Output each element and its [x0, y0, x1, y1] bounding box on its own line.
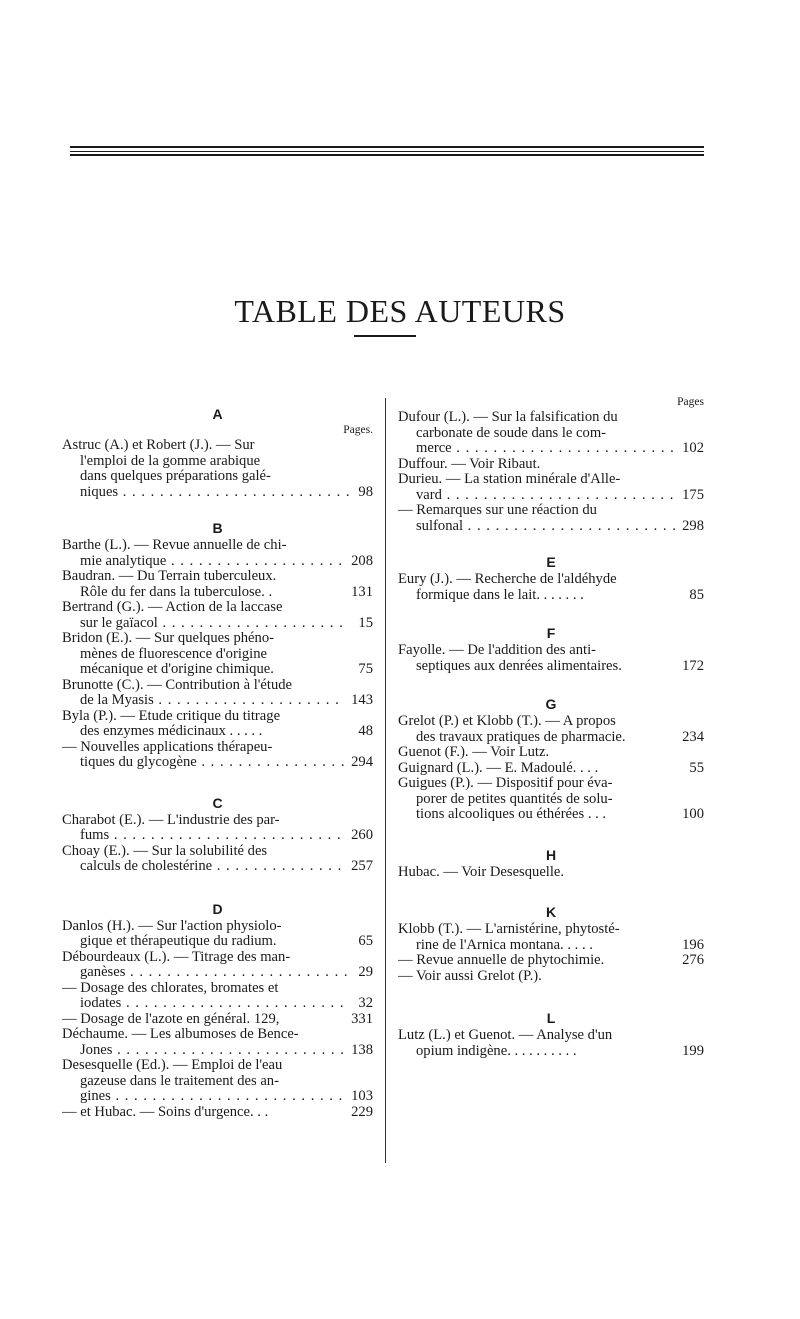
index-section — [398, 845, 704, 881]
page-number: 294 — [351, 754, 373, 770]
section-letter: B — [212, 520, 223, 536]
entry-line — [62, 569, 373, 585]
page-number — [680, 503, 704, 519]
entry-line — [62, 709, 373, 725]
page-number: 196 — [682, 936, 704, 953]
entry-line — [62, 600, 373, 616]
index-entry — [62, 1105, 373, 1121]
right-column — [398, 396, 704, 1059]
page-number: 172 — [682, 657, 704, 674]
page-number: 276 — [682, 952, 704, 968]
entry-text: opium indigène. . . . . . . . . . — [416, 1043, 577, 1059]
page-number — [349, 647, 373, 663]
page-number — [349, 1027, 373, 1043]
index-entry — [62, 950, 373, 981]
entry-text: formique dans le lait. . . . . . . — [416, 587, 584, 603]
entry-text: Bridon (E.). — Sur quelques phéno- — [62, 631, 274, 646]
page-number: 98 — [358, 483, 373, 500]
entry-line — [62, 631, 373, 647]
page-number — [349, 844, 373, 860]
page-number — [680, 457, 704, 473]
index-entry — [62, 631, 373, 678]
index-entry — [62, 1027, 373, 1058]
entry-text: Guigues (P.). — Dispositif pour éva- — [398, 776, 613, 791]
page-number: 65 — [358, 933, 373, 949]
page-number: 234 — [682, 728, 704, 745]
entry-text: Fayolle. — De l'addition des anti- — [398, 643, 596, 658]
page-number — [349, 469, 373, 485]
entry-line — [62, 813, 373, 829]
page-number: 229 — [351, 1103, 373, 1120]
index-entry — [62, 1012, 373, 1028]
index-entry — [398, 922, 704, 953]
index-entry — [398, 865, 704, 881]
entry-text: Jones . . . — [80, 1043, 345, 1059]
entry-text: Klobb (T.). — L'arnistérine, phytosté- — [398, 922, 620, 937]
entry-line — [62, 538, 373, 554]
page-number: 48 — [358, 723, 373, 739]
page-number — [349, 569, 373, 585]
page-number — [349, 1074, 373, 1090]
page-number — [349, 919, 373, 935]
entry-line — [398, 472, 704, 488]
entry-line — [398, 1028, 704, 1044]
entry-text: Eury (J.). — Recherche de l'aldéhyde — [398, 572, 617, 587]
entry-text: mènes de fluorescence d'origine — [80, 646, 267, 662]
page-number — [680, 472, 704, 488]
page-number — [680, 776, 704, 792]
entry-line — [62, 1058, 373, 1074]
entry-line — [62, 662, 373, 678]
entry-line — [398, 441, 704, 457]
page-number: 131 — [351, 583, 373, 600]
page-number: 331 — [351, 1010, 373, 1027]
page-number — [349, 813, 373, 829]
entry-text: sulfonal . . . — [416, 519, 676, 535]
entry-line — [62, 554, 373, 570]
entry-line — [62, 1074, 373, 1090]
page-number — [349, 678, 373, 694]
page-number — [349, 981, 373, 997]
entry-line — [62, 996, 373, 1012]
page-number: 29 — [358, 964, 373, 980]
entry-line — [62, 844, 373, 860]
entry-text: gique et thérapeutique du radium. — [80, 934, 277, 949]
entry-line — [398, 938, 704, 954]
page-number — [680, 426, 704, 442]
entry-line — [398, 659, 704, 675]
entry-line — [62, 469, 373, 485]
index-entry — [62, 981, 373, 1012]
index-entry — [398, 953, 704, 969]
entry-text: des travaux pratiques de pharmacie. — [416, 729, 626, 745]
entry-text: Bertrand (G.). — Action de la laccase — [62, 600, 283, 615]
entry-text: Barthe (L.). — Revue annuelle de chi- — [62, 538, 287, 553]
column-divider — [385, 398, 386, 1163]
entry-text: Grelot (P.) et Klobb (T.). — A propos — [398, 714, 616, 729]
entry-line — [62, 965, 373, 981]
entry-text: — Dosage de l'azote en général. 129, — [62, 1011, 280, 1027]
page-number: 175 — [682, 486, 704, 503]
entry-line — [62, 828, 373, 844]
entry-line — [62, 1012, 373, 1028]
page-number: 75 — [358, 661, 373, 677]
section-letter: G — [545, 696, 557, 712]
index-section — [398, 623, 704, 674]
entry-text: carbonate de soude dans le com- — [416, 425, 607, 441]
entry-text: Guignard (L.). — E. Madoulé. . . . — [398, 760, 599, 776]
entry-text: Guenot (F.). — Voir Lutz. — [398, 745, 550, 760]
page-number: 102 — [682, 440, 704, 456]
index-entry — [398, 761, 704, 777]
entry-text: — Revue annuelle de phytochimie. — [398, 953, 605, 968]
entry-line — [62, 438, 373, 454]
index-entry — [62, 569, 373, 600]
entry-line — [398, 865, 704, 881]
entry-line — [398, 730, 704, 746]
index-entry — [398, 410, 704, 457]
entry-text: Dufour (L.). — Sur la falsification du — [398, 410, 618, 425]
page-number: 199 — [682, 1042, 704, 1059]
page-number — [349, 1058, 373, 1074]
index-entry — [62, 438, 373, 500]
entry-text: mie analytique . . . — [80, 554, 345, 570]
section-letter: E — [546, 554, 556, 570]
page-number: 143 — [351, 692, 373, 708]
index-section — [62, 518, 373, 771]
entry-text: Choay (E.). — Sur la solubilité des — [62, 843, 268, 859]
entry-line — [62, 755, 373, 771]
index-entry — [398, 1028, 704, 1059]
index-section — [398, 902, 704, 984]
entry-text: Lutz (L.) et Guenot. — Analyse d'un — [398, 1028, 613, 1043]
entry-text: tiques du glycogène . . . — [80, 755, 345, 771]
entry-text: rine de l'Arnica montana. . . . . — [416, 937, 593, 953]
page-number: 85 — [689, 586, 704, 603]
page-number — [349, 600, 373, 616]
entry-text: des enzymes médicinaux . . . . . — [80, 724, 263, 739]
index-section — [398, 1008, 704, 1059]
entry-text: — Nouvelles applications thérapeu- — [62, 739, 273, 755]
entry-line — [62, 1089, 373, 1105]
pages-column-label: Pages. — [343, 424, 373, 436]
page-number — [680, 922, 704, 938]
entry-line — [398, 643, 704, 659]
left-column — [62, 404, 373, 1120]
index-entry — [398, 503, 704, 534]
page-number — [349, 740, 373, 756]
header-rule-bottom — [70, 154, 704, 156]
index-entry — [398, 572, 704, 603]
entry-text: iodates . . . — [80, 996, 349, 1012]
entry-line — [398, 457, 704, 473]
page-number — [349, 709, 373, 725]
index-entry — [398, 969, 704, 985]
index-entry — [398, 776, 704, 823]
index-section — [398, 552, 704, 603]
entry-line — [398, 807, 704, 823]
entry-line — [398, 761, 704, 777]
entry-text: Byla (P.). — Etude critique du titrage — [62, 708, 281, 724]
entry-text: niques . . . — [80, 485, 349, 501]
entry-line — [62, 1043, 373, 1059]
entry-line — [398, 572, 704, 588]
section-letter: L — [546, 1010, 556, 1026]
section-letter: K — [545, 904, 557, 920]
entry-text: Danlos (H.). — Sur l'action physiolo- — [62, 918, 282, 934]
page-number: 257 — [351, 858, 373, 874]
page-number — [349, 538, 373, 554]
index-entry — [62, 538, 373, 569]
index-entry — [62, 678, 373, 709]
entry-text: merce . . . — [416, 441, 676, 457]
entry-line — [398, 922, 704, 938]
index-entry — [62, 600, 373, 631]
index-entry — [398, 472, 704, 503]
title-underline — [354, 335, 416, 337]
page-number — [349, 950, 373, 966]
entry-text: mécanique et d'origine chimique. — [80, 662, 274, 677]
index-section — [62, 793, 373, 875]
entry-text: ganèses . . . — [80, 965, 349, 981]
index-entry — [62, 919, 373, 950]
entry-line — [62, 950, 373, 966]
entry-text: Hubac. — Voir Desesquelle. — [398, 864, 565, 880]
entry-text: Astruc (A.) et Robert (J.). — Sur — [62, 438, 255, 453]
entry-line — [62, 919, 373, 935]
entry-line — [62, 647, 373, 663]
entry-text: Rôle du fer dans la tuberculose. . — [80, 584, 273, 600]
page-number: 103 — [351, 1088, 373, 1104]
entry-line — [398, 1044, 704, 1060]
entry-line — [62, 585, 373, 601]
index-entry — [62, 740, 373, 771]
index-section — [398, 396, 704, 534]
entry-text: calculs de cholestérine . . . — [80, 859, 345, 875]
entry-line — [398, 519, 704, 535]
page-number — [680, 969, 704, 985]
page-number — [349, 438, 373, 454]
page-number — [680, 865, 704, 881]
entry-text: Durieu. — La station minérale d'Alle- — [398, 472, 621, 487]
index-section — [398, 694, 704, 823]
page-number: 15 — [358, 614, 373, 631]
page-number — [680, 643, 704, 659]
entry-line — [398, 792, 704, 808]
entry-line — [398, 953, 704, 969]
entry-line — [398, 503, 704, 519]
entry-line — [398, 745, 704, 761]
index-entry — [398, 643, 704, 674]
entry-line — [62, 693, 373, 709]
section-letter: A — [212, 406, 223, 422]
index-entry — [398, 745, 704, 761]
page-number: 208 — [351, 552, 373, 569]
page-number — [680, 410, 704, 426]
pages-column-label: Pages — [677, 396, 704, 408]
entry-text: fums . . . — [80, 828, 345, 844]
entry-line — [62, 981, 373, 997]
page-number — [680, 714, 704, 730]
entry-line — [62, 1105, 373, 1121]
page-number: 32 — [358, 995, 373, 1011]
page-number: 100 — [682, 806, 704, 822]
entry-text: — Voir aussi Grelot (P.). — [398, 968, 542, 984]
entry-line — [62, 678, 373, 694]
entry-text: porer de petites quantités de solu- — [416, 791, 613, 807]
entry-line — [62, 859, 373, 875]
index-entry — [62, 844, 373, 875]
entry-line — [398, 410, 704, 426]
entry-line — [62, 1027, 373, 1043]
entry-line — [398, 588, 704, 604]
header-rule-thick — [70, 146, 704, 148]
entry-text: Débourdeaux (L.). — Titrage des man- — [62, 949, 291, 965]
entry-line — [398, 426, 704, 442]
page-number — [680, 792, 704, 808]
entry-text: sur le gaïacol . . . — [80, 616, 349, 632]
index-entry — [62, 1058, 373, 1105]
section-letter: C — [212, 794, 223, 811]
index-entry — [398, 457, 704, 473]
index-entry — [62, 813, 373, 844]
header-rule-thin — [70, 151, 704, 152]
entry-line — [398, 969, 704, 985]
index-entry — [398, 714, 704, 745]
entry-text: tions alcooliques ou éthérées . . . — [416, 807, 607, 822]
entry-line — [398, 714, 704, 730]
page-number — [349, 631, 373, 647]
entry-line — [62, 454, 373, 470]
page-number — [349, 454, 373, 470]
entry-text: dans quelques préparations galé- — [80, 469, 271, 484]
entry-text: septiques aux denrées alimentaires. — [416, 658, 622, 674]
section-letter: D — [212, 900, 223, 917]
entry-text: de la Myasis . . . — [80, 693, 345, 709]
entry-text: — Remarques sur une réaction du — [398, 503, 597, 518]
page-number: 55 — [689, 759, 704, 776]
page-number — [680, 1028, 704, 1044]
page-number: 138 — [351, 1041, 373, 1058]
entry-text: l'emploi de la gomme arabique — [80, 453, 261, 469]
index-section — [62, 899, 373, 1121]
section-letter: F — [546, 625, 556, 641]
entry-text: gazeuse dans le traitement des an- — [80, 1073, 279, 1089]
page-number: 260 — [351, 827, 373, 843]
entry-line — [62, 934, 373, 950]
entry-line — [62, 616, 373, 632]
entry-text: Duffour. — Voir Ribaut. — [398, 456, 541, 472]
index-entry — [62, 709, 373, 740]
entry-text: Baudran. — Du Terrain tuberculeux. — [62, 569, 277, 584]
entry-line — [62, 724, 373, 740]
entry-text: Brunotte (C.). — Contribution à l'étude — [62, 677, 293, 693]
entry-text: Desesquelle (Ed.). — Emploi de l'eau — [62, 1058, 283, 1073]
entry-line — [398, 488, 704, 504]
entry-line — [398, 776, 704, 792]
page-number — [680, 745, 704, 761]
entry-text: — et Hubac. — Soins d'urgence. . . — [62, 1104, 269, 1120]
entry-text: Déchaume. — Les albumoses de Bence- — [62, 1027, 299, 1042]
page-number — [680, 572, 704, 588]
index-section — [62, 404, 373, 500]
entry-text: Charabot (E.). — L'industrie des par- — [62, 812, 280, 828]
entry-text: gines . . . — [80, 1089, 345, 1105]
page-title: TABLE DES AUTEURS — [234, 293, 566, 330]
entry-line — [62, 740, 373, 756]
entry-text: — Dosage des chlorates, bromates et — [62, 980, 279, 996]
page-number: 298 — [682, 517, 704, 534]
entry-line — [62, 485, 373, 501]
entry-text: vard . . . — [416, 488, 676, 504]
section-letter: H — [545, 846, 557, 863]
